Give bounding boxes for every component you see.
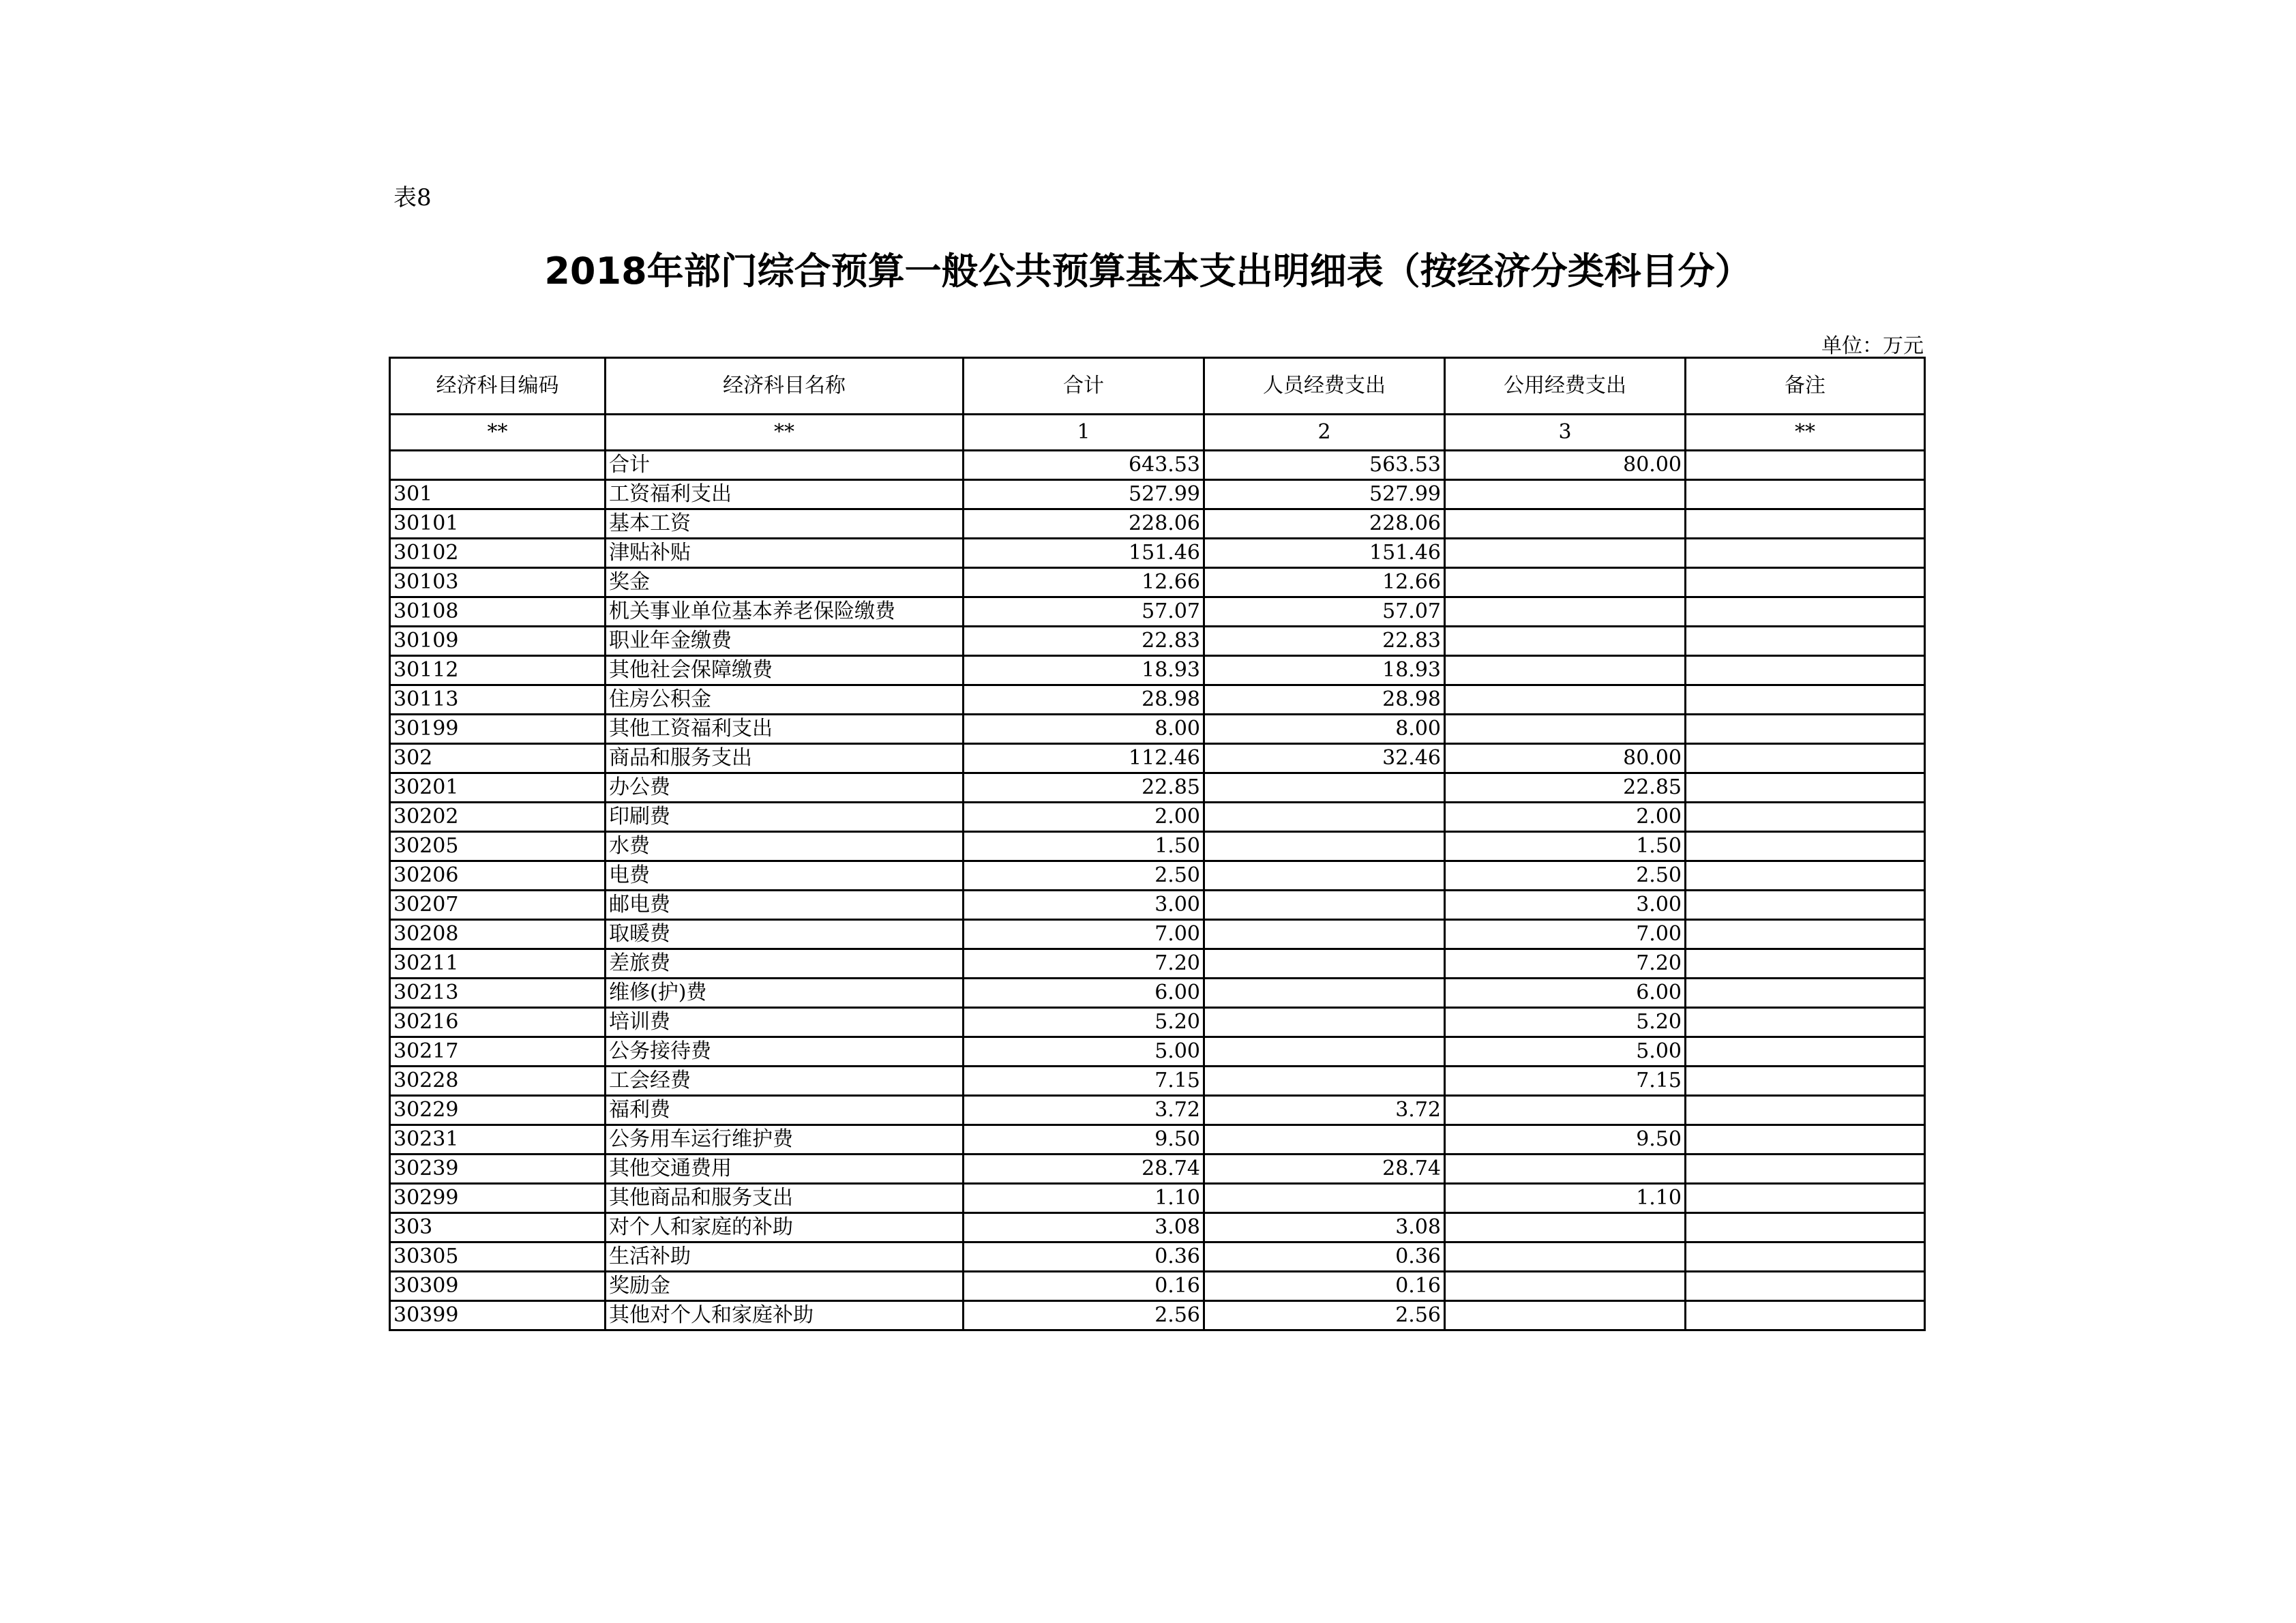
- code-cell: 30309: [390, 1272, 606, 1301]
- public-cell: [1445, 509, 1686, 539]
- public-cell: 6.00: [1445, 979, 1686, 1008]
- personnel-cell: 57.07: [1204, 597, 1445, 627]
- table-row: [390, 891, 1925, 920]
- table-row: [390, 979, 1925, 1008]
- name-cell: 合计: [606, 451, 964, 480]
- budget-table: [389, 357, 1926, 1331]
- personnel-cell: [1204, 832, 1445, 861]
- total-cell: 8.00: [964, 715, 1204, 744]
- name-cell: 电费: [606, 861, 964, 891]
- name-cell: 津贴补贴: [606, 539, 964, 568]
- personnel-cell: [1204, 1125, 1445, 1155]
- code-cell: 302: [390, 744, 606, 773]
- code-cell: 30205: [390, 832, 606, 861]
- name-cell: 其他交通费用: [606, 1155, 964, 1184]
- table-row: [390, 597, 1925, 627]
- total-cell: 22.83: [964, 627, 1204, 656]
- total-cell: 22.85: [964, 773, 1204, 803]
- table-row: [390, 1272, 1925, 1301]
- note-cell: [1686, 1242, 1925, 1272]
- note-cell: [1686, 685, 1925, 715]
- personnel-cell: 228.06: [1204, 509, 1445, 539]
- personnel-cell: 151.46: [1204, 539, 1445, 568]
- code-cell: 30211: [390, 949, 606, 979]
- note-cell: [1686, 1155, 1925, 1184]
- total-cell: 3.72: [964, 1096, 1204, 1125]
- index-cell: **: [390, 415, 606, 451]
- note-cell: [1686, 568, 1925, 597]
- table-row: [390, 1301, 1925, 1330]
- personnel-cell: 12.66: [1204, 568, 1445, 597]
- table-row: [390, 480, 1925, 509]
- personnel-cell: 8.00: [1204, 715, 1445, 744]
- note-cell: [1686, 627, 1925, 656]
- table-row: [390, 744, 1925, 773]
- total-cell: 57.07: [964, 597, 1204, 627]
- code-cell: 30108: [390, 597, 606, 627]
- note-cell: [1686, 597, 1925, 627]
- code-cell: 30201: [390, 773, 606, 803]
- code-cell: 30299: [390, 1184, 606, 1213]
- public-cell: [1445, 597, 1686, 627]
- table-row: [390, 1096, 1925, 1125]
- note-cell: [1686, 480, 1925, 509]
- table-row: [390, 832, 1925, 861]
- public-cell: 7.15: [1445, 1067, 1686, 1096]
- code-cell: 30217: [390, 1037, 606, 1067]
- table-row: [390, 539, 1925, 568]
- table-row: [390, 1155, 1925, 1184]
- name-cell: 取暖费: [606, 920, 964, 949]
- name-cell: 其他社会保障缴费: [606, 656, 964, 685]
- personnel-cell: [1204, 949, 1445, 979]
- personnel-cell: 22.83: [1204, 627, 1445, 656]
- public-cell: 80.00: [1445, 744, 1686, 773]
- personnel-cell: [1204, 1008, 1445, 1037]
- personnel-cell: 2.56: [1204, 1301, 1445, 1330]
- total-cell: 28.74: [964, 1155, 1204, 1184]
- total-cell: 527.99: [964, 480, 1204, 509]
- public-cell: 7.20: [1445, 949, 1686, 979]
- code-cell: 30231: [390, 1125, 606, 1155]
- personnel-cell: 28.74: [1204, 1155, 1445, 1184]
- index-cell: **: [606, 415, 964, 451]
- code-cell: 30101: [390, 509, 606, 539]
- code-cell: 30103: [390, 568, 606, 597]
- note-cell: [1686, 861, 1925, 891]
- column-header: 合计: [964, 358, 1204, 415]
- code-cell: 30213: [390, 979, 606, 1008]
- public-cell: [1445, 1155, 1686, 1184]
- table-row: [390, 451, 1925, 480]
- total-cell: 112.46: [964, 744, 1204, 773]
- code-cell: 30207: [390, 891, 606, 920]
- note-cell: [1686, 1184, 1925, 1213]
- name-cell: 差旅费: [606, 949, 964, 979]
- code-cell: 30102: [390, 539, 606, 568]
- table-row: [390, 656, 1925, 685]
- note-cell: [1686, 451, 1925, 480]
- code-cell: 30113: [390, 685, 606, 715]
- personnel-cell: 3.72: [1204, 1096, 1445, 1125]
- note-cell: [1686, 1213, 1925, 1242]
- personnel-cell: 3.08: [1204, 1213, 1445, 1242]
- note-cell: [1686, 832, 1925, 861]
- personnel-cell: [1204, 773, 1445, 803]
- public-cell: 1.10: [1445, 1184, 1686, 1213]
- table-row: [390, 715, 1925, 744]
- name-cell: 福利费: [606, 1096, 964, 1125]
- note-cell: [1686, 1301, 1925, 1330]
- code-cell: 30228: [390, 1067, 606, 1096]
- table-row: [390, 1242, 1925, 1272]
- code-cell: [390, 451, 606, 480]
- public-cell: [1445, 1301, 1686, 1330]
- note-cell: [1686, 1096, 1925, 1125]
- note-cell: [1686, 509, 1925, 539]
- total-cell: 6.00: [964, 979, 1204, 1008]
- total-cell: 0.16: [964, 1272, 1204, 1301]
- column-header: 备注: [1686, 358, 1925, 415]
- total-cell: 2.50: [964, 861, 1204, 891]
- total-cell: 9.50: [964, 1125, 1204, 1155]
- total-cell: 0.36: [964, 1242, 1204, 1272]
- column-header: 公用经费支出: [1445, 358, 1686, 415]
- public-cell: [1445, 656, 1686, 685]
- name-cell: 工会经费: [606, 1067, 964, 1096]
- total-cell: 18.93: [964, 656, 1204, 685]
- total-cell: 7.15: [964, 1067, 1204, 1096]
- public-cell: [1445, 685, 1686, 715]
- index-cell: 1: [964, 415, 1204, 451]
- note-cell: [1686, 1067, 1925, 1096]
- note-cell: [1686, 1272, 1925, 1301]
- total-cell: 151.46: [964, 539, 1204, 568]
- table-row: [390, 861, 1925, 891]
- table-row: [390, 949, 1925, 979]
- public-cell: [1445, 715, 1686, 744]
- note-cell: [1686, 920, 1925, 949]
- total-cell: 3.08: [964, 1213, 1204, 1242]
- unit-label: 单位：万元: [1821, 334, 1924, 358]
- public-cell: 5.00: [1445, 1037, 1686, 1067]
- personnel-cell: 563.53: [1204, 451, 1445, 480]
- table-row: [390, 803, 1925, 832]
- note-cell: [1686, 1125, 1925, 1155]
- total-cell: 1.10: [964, 1184, 1204, 1213]
- name-cell: 奖金: [606, 568, 964, 597]
- personnel-cell: 0.16: [1204, 1272, 1445, 1301]
- total-cell: 228.06: [964, 509, 1204, 539]
- code-cell: 30305: [390, 1242, 606, 1272]
- table-row: [390, 1067, 1925, 1096]
- personnel-cell: [1204, 861, 1445, 891]
- total-cell: 2.56: [964, 1301, 1204, 1330]
- name-cell: 奖励金: [606, 1272, 964, 1301]
- public-cell: 3.00: [1445, 891, 1686, 920]
- personnel-cell: [1204, 920, 1445, 949]
- table-row: [390, 1008, 1925, 1037]
- table-row: [390, 685, 1925, 715]
- total-cell: 1.50: [964, 832, 1204, 861]
- index-cell: **: [1686, 415, 1925, 451]
- note-cell: [1686, 773, 1925, 803]
- note-cell: [1686, 539, 1925, 568]
- name-cell: 维修(护)费: [606, 979, 964, 1008]
- code-cell: 30229: [390, 1096, 606, 1125]
- personnel-cell: 0.36: [1204, 1242, 1445, 1272]
- personnel-cell: 32.46: [1204, 744, 1445, 773]
- note-cell: [1686, 744, 1925, 773]
- total-cell: 2.00: [964, 803, 1204, 832]
- code-cell: 30208: [390, 920, 606, 949]
- code-cell: 30239: [390, 1155, 606, 1184]
- name-cell: 工资福利支出: [606, 480, 964, 509]
- name-cell: 水费: [606, 832, 964, 861]
- name-cell: 基本工资: [606, 509, 964, 539]
- column-header: 人员经费支出: [1204, 358, 1445, 415]
- name-cell: 公务用车运行维护费: [606, 1125, 964, 1155]
- name-cell: 对个人和家庭的补助: [606, 1213, 964, 1242]
- table-row: [390, 773, 1925, 803]
- note-cell: [1686, 891, 1925, 920]
- public-cell: 2.50: [1445, 861, 1686, 891]
- note-cell: [1686, 949, 1925, 979]
- note-cell: [1686, 715, 1925, 744]
- public-cell: [1445, 480, 1686, 509]
- note-cell: [1686, 979, 1925, 1008]
- public-cell: [1445, 539, 1686, 568]
- name-cell: 其他对个人和家庭补助: [606, 1301, 964, 1330]
- public-cell: [1445, 1213, 1686, 1242]
- public-cell: [1445, 568, 1686, 597]
- public-cell: [1445, 1242, 1686, 1272]
- name-cell: 住房公积金: [606, 685, 964, 715]
- personnel-cell: [1204, 891, 1445, 920]
- public-cell: 9.50: [1445, 1125, 1686, 1155]
- public-cell: 1.50: [1445, 832, 1686, 861]
- personnel-cell: [1204, 803, 1445, 832]
- personnel-cell: 28.98: [1204, 685, 1445, 715]
- personnel-cell: [1204, 1067, 1445, 1096]
- table-row: [390, 1037, 1925, 1067]
- note-cell: [1686, 656, 1925, 685]
- total-cell: 5.20: [964, 1008, 1204, 1037]
- name-cell: 职业年金缴费: [606, 627, 964, 656]
- name-cell: 培训费: [606, 1008, 964, 1037]
- public-cell: 2.00: [1445, 803, 1686, 832]
- code-cell: 30202: [390, 803, 606, 832]
- name-cell: 商品和服务支出: [606, 744, 964, 773]
- table-row: [390, 568, 1925, 597]
- table-row: [390, 920, 1925, 949]
- note-cell: [1686, 1037, 1925, 1067]
- personnel-cell: 527.99: [1204, 480, 1445, 509]
- note-cell: [1686, 803, 1925, 832]
- public-cell: 80.00: [1445, 451, 1686, 480]
- code-cell: 30199: [390, 715, 606, 744]
- code-cell: 303: [390, 1213, 606, 1242]
- personnel-cell: 18.93: [1204, 656, 1445, 685]
- table-row: [390, 1213, 1925, 1242]
- public-cell: [1445, 627, 1686, 656]
- total-cell: 643.53: [964, 451, 1204, 480]
- total-cell: 3.00: [964, 891, 1204, 920]
- total-cell: 7.00: [964, 920, 1204, 949]
- column-header: 经济科目名称: [606, 358, 964, 415]
- name-cell: 公务接待费: [606, 1037, 964, 1067]
- name-cell: 邮电费: [606, 891, 964, 920]
- name-cell: 其他工资福利支出: [606, 715, 964, 744]
- table-row: [390, 1184, 1925, 1213]
- total-cell: 5.00: [964, 1037, 1204, 1067]
- index-cell: 2: [1204, 415, 1445, 451]
- table-row: [390, 627, 1925, 656]
- code-cell: 30216: [390, 1008, 606, 1037]
- name-cell: 机关事业单位基本养老保险缴费: [606, 597, 964, 627]
- personnel-cell: [1204, 979, 1445, 1008]
- note-cell: [1686, 1008, 1925, 1037]
- personnel-cell: [1204, 1037, 1445, 1067]
- name-cell: 办公费: [606, 773, 964, 803]
- code-cell: 30112: [390, 656, 606, 685]
- table-header-row: [390, 358, 1925, 415]
- table-row: [390, 509, 1925, 539]
- public-cell: [1445, 1272, 1686, 1301]
- code-cell: 30399: [390, 1301, 606, 1330]
- table-label: 表8: [393, 184, 432, 211]
- public-cell: 7.00: [1445, 920, 1686, 949]
- code-cell: 30109: [390, 627, 606, 656]
- name-cell: 印刷费: [606, 803, 964, 832]
- public-cell: 5.20: [1445, 1008, 1686, 1037]
- table-row: [390, 1125, 1925, 1155]
- total-cell: 7.20: [964, 949, 1204, 979]
- total-cell: 12.66: [964, 568, 1204, 597]
- public-cell: 22.85: [1445, 773, 1686, 803]
- code-cell: 30206: [390, 861, 606, 891]
- total-cell: 28.98: [964, 685, 1204, 715]
- table-index-row: [390, 415, 1925, 451]
- name-cell: 其他商品和服务支出: [606, 1184, 964, 1213]
- page-title: 2018年部门综合预算一般公共预算基本支出明细表（按经济分类科目分）: [544, 250, 1752, 293]
- code-cell: 301: [390, 480, 606, 509]
- name-cell: 生活补助: [606, 1242, 964, 1272]
- index-cell: 3: [1445, 415, 1686, 451]
- personnel-cell: [1204, 1184, 1445, 1213]
- public-cell: [1445, 1096, 1686, 1125]
- column-header: 经济科目编码: [390, 358, 606, 415]
